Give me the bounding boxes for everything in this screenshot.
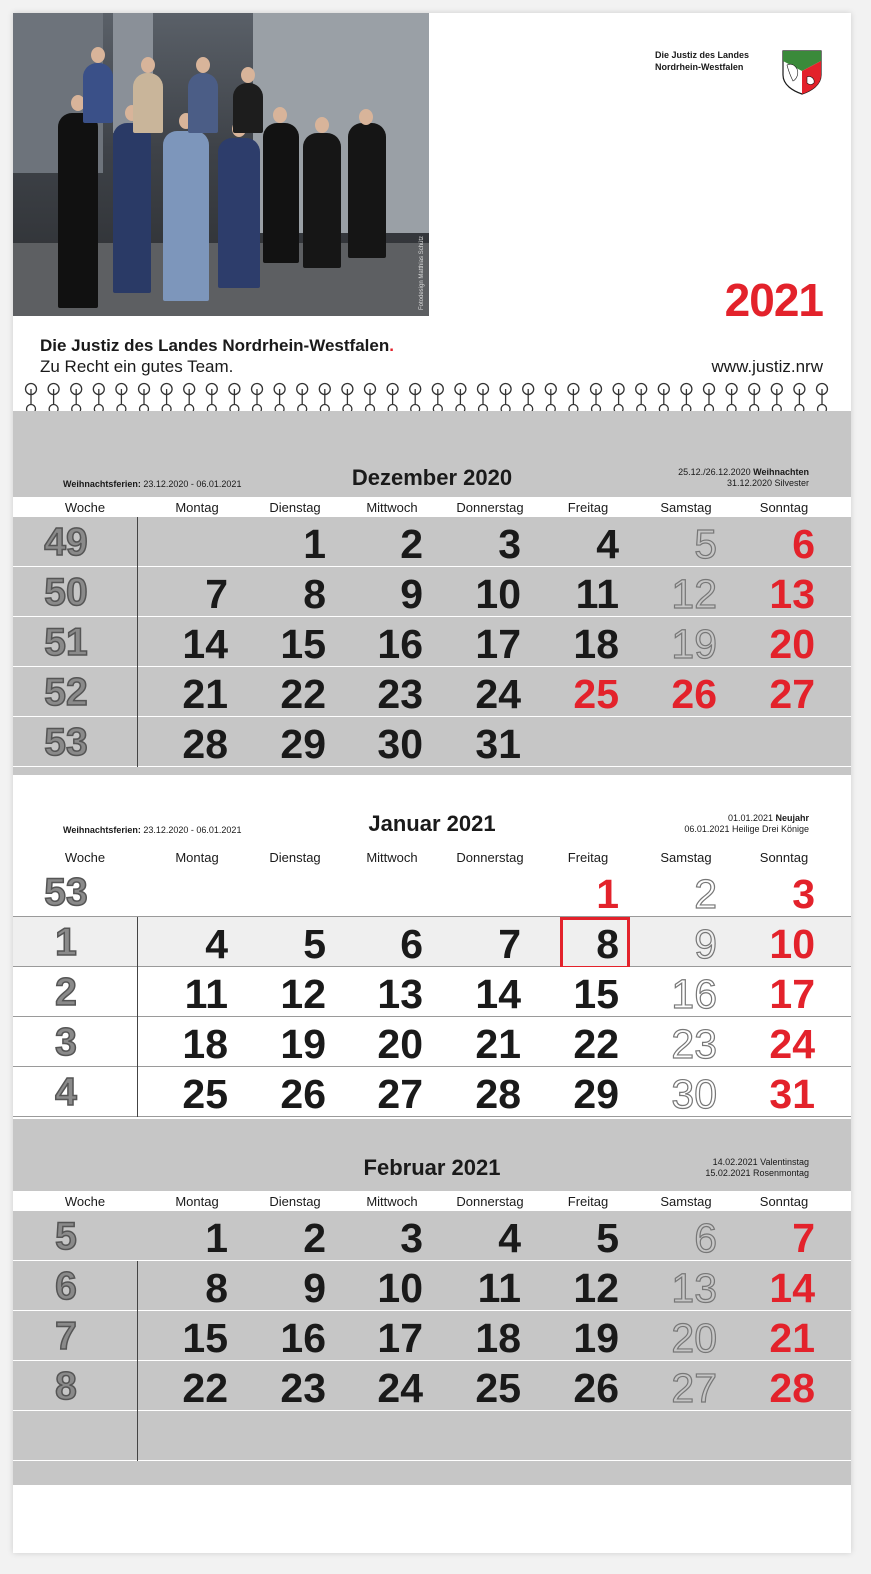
weekday-header	[13, 497, 851, 517]
day-cell[interactable]: 19	[280, 1021, 326, 1067]
holiday-line: 01.01.2021 Neujahr	[727, 813, 809, 823]
spiral-ring	[726, 384, 737, 414]
holiday-line: 15.02.2021 Rosenmontag	[705, 1168, 809, 1178]
day-cell[interactable]: 16	[377, 621, 423, 667]
day-cell[interactable]: 17	[769, 971, 815, 1017]
week-number: 51	[44, 621, 88, 664]
nrw-crest-icon	[781, 49, 823, 95]
spiral-ring	[71, 384, 82, 414]
school-holidays-note: Weihnachtsferien: 23.12.2020 - 06.01.2021	[63, 825, 242, 835]
day-cell[interactable]: 8	[596, 921, 619, 967]
week-row	[13, 1411, 851, 1461]
day-cell[interactable]: 24	[475, 671, 521, 717]
day-cell[interactable]: 10	[475, 571, 521, 617]
day-cell[interactable]: 13	[377, 971, 423, 1017]
day-cell[interactable]: 14	[769, 1265, 815, 1311]
day-cell[interactable]: 12	[671, 571, 717, 617]
spiral-ring	[116, 384, 127, 414]
spiral-ring	[229, 384, 240, 414]
spiral-ring	[93, 384, 104, 414]
day-cell[interactable]: 23	[671, 1021, 717, 1067]
week-number: 49	[44, 521, 88, 564]
weekday-label: Donnerstag	[456, 850, 524, 865]
week-divider	[137, 1017, 138, 1067]
week-number: 53	[44, 721, 88, 764]
spiral-ring	[771, 384, 782, 414]
day-cell[interactable]: 24	[377, 1365, 423, 1411]
day-cell[interactable]: 16	[280, 1315, 326, 1361]
day-cell[interactable]: 9	[694, 921, 717, 967]
logo-line-1: Die Justiz des Landes	[655, 50, 750, 60]
spiral-ring	[455, 384, 466, 414]
spiral-ring	[749, 384, 760, 414]
day-cell[interactable]: 3	[792, 871, 815, 917]
month-title: Dezember 2020	[351, 465, 513, 490]
spiral-ring	[704, 384, 715, 414]
week-divider	[137, 567, 138, 617]
week-number	[13, 1411, 137, 1461]
day-cell[interactable]: 11	[477, 1265, 521, 1311]
week-row	[13, 867, 851, 917]
day-cell[interactable]: 2	[694, 871, 717, 917]
day-cell[interactable]: 17	[377, 1315, 423, 1361]
spiral-ring	[681, 384, 692, 414]
day-cell[interactable]: 19	[671, 621, 717, 667]
day-cell[interactable]: 4	[205, 921, 228, 967]
day-cell[interactable]: 10	[769, 921, 815, 967]
day-cell[interactable]: 23	[280, 1365, 326, 1411]
weekday-label: Freitag	[567, 850, 609, 865]
day-cell[interactable]: 16	[671, 971, 717, 1017]
week-row	[13, 617, 851, 667]
day-cell[interactable]: 22	[573, 1021, 619, 1067]
weekday-label: Donnerstag	[456, 500, 524, 515]
public-holidays-note	[678, 467, 809, 489]
day-cell[interactable]: 13	[769, 571, 815, 617]
day-cell[interactable]: 12	[280, 971, 326, 1017]
day-cell[interactable]: 22	[280, 671, 326, 717]
week-row	[13, 967, 851, 1017]
spiral-ring	[365, 384, 376, 414]
weekday-label: Woche	[64, 1194, 106, 1209]
spiral-ring	[432, 384, 443, 414]
photo-credit: Fotodesign Matthias Schütz	[419, 235, 425, 310]
spiral-ring	[523, 384, 534, 414]
weekday-label: Sonntag	[759, 1194, 809, 1209]
spiral-ring	[139, 384, 150, 414]
week-divider	[137, 667, 138, 717]
day-cell[interactable]: 31	[475, 721, 521, 767]
week-number: 1	[55, 921, 77, 964]
day-cell[interactable]: 21	[475, 1021, 521, 1067]
school-holidays-note: Weihnachtsferien: 23.12.2020 - 06.01.2021	[63, 479, 242, 489]
day-cell[interactable]: 20	[377, 1021, 423, 1067]
spiral-ring	[410, 384, 421, 414]
week-divider	[137, 717, 138, 767]
day-cell[interactable]: 11	[184, 971, 228, 1017]
day-cell[interactable]: 18	[182, 1021, 228, 1067]
day-cell[interactable]: 11	[575, 571, 619, 617]
day-cell[interactable]: 14	[182, 621, 228, 667]
day-cell[interactable]: 12	[573, 1265, 619, 1311]
spiral-ring	[206, 384, 217, 414]
spiral-ring	[342, 384, 353, 414]
day-cell[interactable]: 6	[792, 521, 815, 567]
holiday-line: 14.02.2021 Valentinstag	[712, 1157, 809, 1167]
day-cell[interactable]: 15	[280, 621, 326, 667]
day-cell[interactable]: 13	[671, 1265, 717, 1311]
week-divider	[137, 917, 138, 967]
week-number: 5	[55, 1215, 77, 1258]
week-divider	[137, 967, 138, 1017]
week-row	[13, 917, 851, 967]
day-cell[interactable]: 29	[573, 1071, 619, 1117]
spiral-ring	[26, 384, 37, 414]
spiral-ring	[274, 384, 285, 414]
spiral-ring	[500, 384, 511, 414]
week-number: 8	[55, 1365, 77, 1408]
slogan-title	[40, 336, 394, 356]
day-cell[interactable]: 23	[377, 671, 423, 717]
day-cell[interactable]: 26	[573, 1365, 619, 1411]
week-divider	[137, 1261, 138, 1311]
week-divider	[137, 617, 138, 667]
day-cell[interactable]: 1	[596, 871, 619, 917]
weekday-label: Mittwoch	[366, 1194, 418, 1209]
day-cell[interactable]: 5	[303, 921, 326, 967]
day-cell[interactable]: 7	[498, 921, 521, 967]
day-cell[interactable]: 8	[303, 571, 326, 617]
month-header	[13, 411, 851, 497]
spiral-ring	[794, 384, 805, 414]
day-cell[interactable]: 22	[182, 1365, 228, 1411]
week-divider	[137, 1361, 138, 1411]
logo-text	[655, 49, 749, 73]
day-cell[interactable]: 14	[475, 971, 521, 1017]
spiral-ring	[613, 384, 624, 414]
week-divider	[137, 517, 138, 567]
day-cell[interactable]: 28	[769, 1365, 815, 1411]
day-cell[interactable]: 27	[377, 1071, 423, 1117]
day-cell[interactable]: 25	[573, 671, 619, 717]
weekday-label: Samstag	[660, 500, 712, 515]
week-number: 50	[44, 571, 88, 614]
week-row	[13, 1261, 851, 1311]
day-cell[interactable]: 28	[182, 721, 228, 767]
day-cell[interactable]: 20	[769, 621, 815, 667]
website-url: www.justiz.nrw	[711, 357, 823, 376]
weekday-label: Montag	[175, 500, 219, 515]
slogan-title-text: Die Justiz des Landes Nordrhein-Westfalen	[40, 336, 390, 355]
week-row	[13, 1067, 851, 1117]
week-row	[13, 1017, 851, 1067]
spiral-ring	[184, 384, 195, 414]
spiral-ring	[545, 384, 556, 414]
logo-line-2: Nordrhein-Westfalen	[655, 62, 744, 72]
month-section	[13, 1119, 851, 1485]
week-number: 2	[55, 971, 77, 1014]
calendar-sheet	[13, 13, 851, 1553]
holiday-line: 25.12./26.12.2020 Weihnachten	[678, 467, 809, 477]
weekday-label: Montag	[175, 850, 219, 865]
day-cell[interactable]: 9	[400, 571, 423, 617]
spiral-ring	[48, 384, 59, 414]
day-cell[interactable]: 27	[769, 671, 815, 717]
day-cell[interactable]: 29	[280, 721, 326, 767]
week-row	[13, 517, 851, 567]
weekday-label: Sonntag	[759, 850, 809, 865]
public-holidays-note	[684, 813, 809, 835]
day-cell[interactable]: 27	[671, 1365, 717, 1411]
weekday-label: Freitag	[567, 1194, 609, 1209]
weekday-label: Montag	[175, 1194, 219, 1209]
week-row	[13, 667, 851, 717]
weekday-label: Mittwoch	[366, 500, 418, 515]
today-marker	[560, 917, 630, 969]
day-cell[interactable]: 8	[205, 1265, 228, 1311]
weekday-label: Woche	[64, 500, 106, 515]
week-number: 7	[55, 1315, 77, 1358]
day-cell[interactable]: 30	[377, 721, 423, 767]
day-cell[interactable]: 7	[205, 571, 228, 617]
day-cell[interactable]: 5	[694, 521, 717, 567]
weekday-label: Dienstag	[269, 1194, 321, 1209]
day-cell[interactable]: 4	[596, 521, 619, 567]
day-cell[interactable]: 15	[573, 971, 619, 1017]
day-cell[interactable]: 6	[400, 921, 423, 967]
weekday-label: Dienstag	[269, 500, 321, 515]
day-cell[interactable]: 25	[182, 1071, 228, 1117]
day-cell[interactable]: 15	[182, 1315, 228, 1361]
public-holidays-note	[705, 1157, 809, 1179]
day-cell[interactable]: 3	[498, 521, 521, 567]
holiday-line: 06.01.2021 Heilige Drei Könige	[684, 824, 809, 834]
week-number: 53	[44, 871, 88, 914]
week-divider	[137, 1067, 138, 1117]
slogan-dot: .	[389, 336, 394, 355]
spiral-ring	[658, 384, 669, 414]
calendar-year: 2021	[724, 274, 823, 326]
day-cell[interactable]: 2	[400, 521, 423, 567]
day-cell[interactable]: 7	[792, 1215, 815, 1261]
day-cell[interactable]: 28	[475, 1071, 521, 1117]
week-row	[13, 1361, 851, 1411]
weekday-label: Mittwoch	[366, 850, 418, 865]
day-cell[interactable]: 19	[573, 1315, 619, 1361]
spiral-ring	[636, 384, 647, 414]
spiral-ring	[297, 384, 308, 414]
spiral-ring	[591, 384, 602, 414]
day-cell[interactable]: 21	[182, 671, 228, 717]
weekday-header	[13, 847, 851, 867]
day-cell[interactable]: 6	[694, 1215, 717, 1261]
day-cell[interactable]: 30	[671, 1071, 717, 1117]
month-section	[13, 411, 851, 775]
weekday-label: Sonntag	[759, 500, 809, 515]
weekday-label: Samstag	[660, 850, 712, 865]
week-divider	[137, 1411, 138, 1461]
week-divider	[137, 1311, 138, 1361]
day-cell[interactable]: 31	[769, 1071, 815, 1117]
week-number: 4	[55, 1071, 77, 1114]
day-cell[interactable]: 24	[769, 1021, 815, 1067]
day-cell[interactable]: 17	[475, 621, 521, 667]
spiral-ring	[252, 384, 263, 414]
day-cell[interactable]: 4	[498, 1215, 521, 1261]
week-number: 3	[55, 1021, 77, 1064]
month-title: Februar 2021	[363, 1155, 501, 1180]
spiral-ring	[319, 384, 330, 414]
week-row	[13, 1311, 851, 1361]
weekday-label: Samstag	[660, 1194, 712, 1209]
day-cell[interactable]: 9	[303, 1265, 326, 1311]
week-row	[13, 567, 851, 617]
day-cell[interactable]: 3	[400, 1215, 423, 1261]
day-cell[interactable]: 18	[475, 1315, 521, 1361]
month-section	[13, 775, 851, 1139]
week-number: 6	[55, 1265, 77, 1308]
day-cell[interactable]: 1	[205, 1215, 228, 1261]
day-cell[interactable]: 18	[573, 621, 619, 667]
week-number: 52	[44, 671, 88, 714]
day-cell[interactable]: 26	[280, 1071, 326, 1117]
day-cell[interactable]: 1	[303, 521, 326, 567]
spiral-ring	[161, 384, 172, 414]
week-row	[13, 1211, 851, 1261]
spiral-ring	[478, 384, 489, 414]
weekday-label: Dienstag	[269, 850, 321, 865]
spiral-ring	[387, 384, 398, 414]
day-cell[interactable]: 2	[303, 1215, 326, 1261]
day-cell[interactable]: 21	[769, 1315, 815, 1361]
day-cell[interactable]: 25	[475, 1365, 521, 1411]
spiral-ring	[817, 384, 828, 414]
weekday-label: Freitag	[567, 500, 609, 515]
day-cell[interactable]: 20	[671, 1315, 717, 1361]
holiday-line: 31.12.2020 Silvester	[726, 478, 809, 488]
day-cell[interactable]: 5	[596, 1215, 619, 1261]
spiral-ring	[568, 384, 579, 414]
weekday-header	[13, 1191, 851, 1211]
slogan-subtitle: Zu Recht ein gutes Team.	[40, 357, 234, 376]
day-cell[interactable]: 10	[377, 1265, 423, 1311]
day-cell[interactable]: 26	[671, 671, 717, 717]
weekday-label: Woche	[64, 850, 106, 865]
month-title: Januar 2021	[368, 811, 496, 836]
team-photo	[13, 13, 429, 316]
weekday-label: Donnerstag	[456, 1194, 524, 1209]
week-row	[13, 717, 851, 767]
